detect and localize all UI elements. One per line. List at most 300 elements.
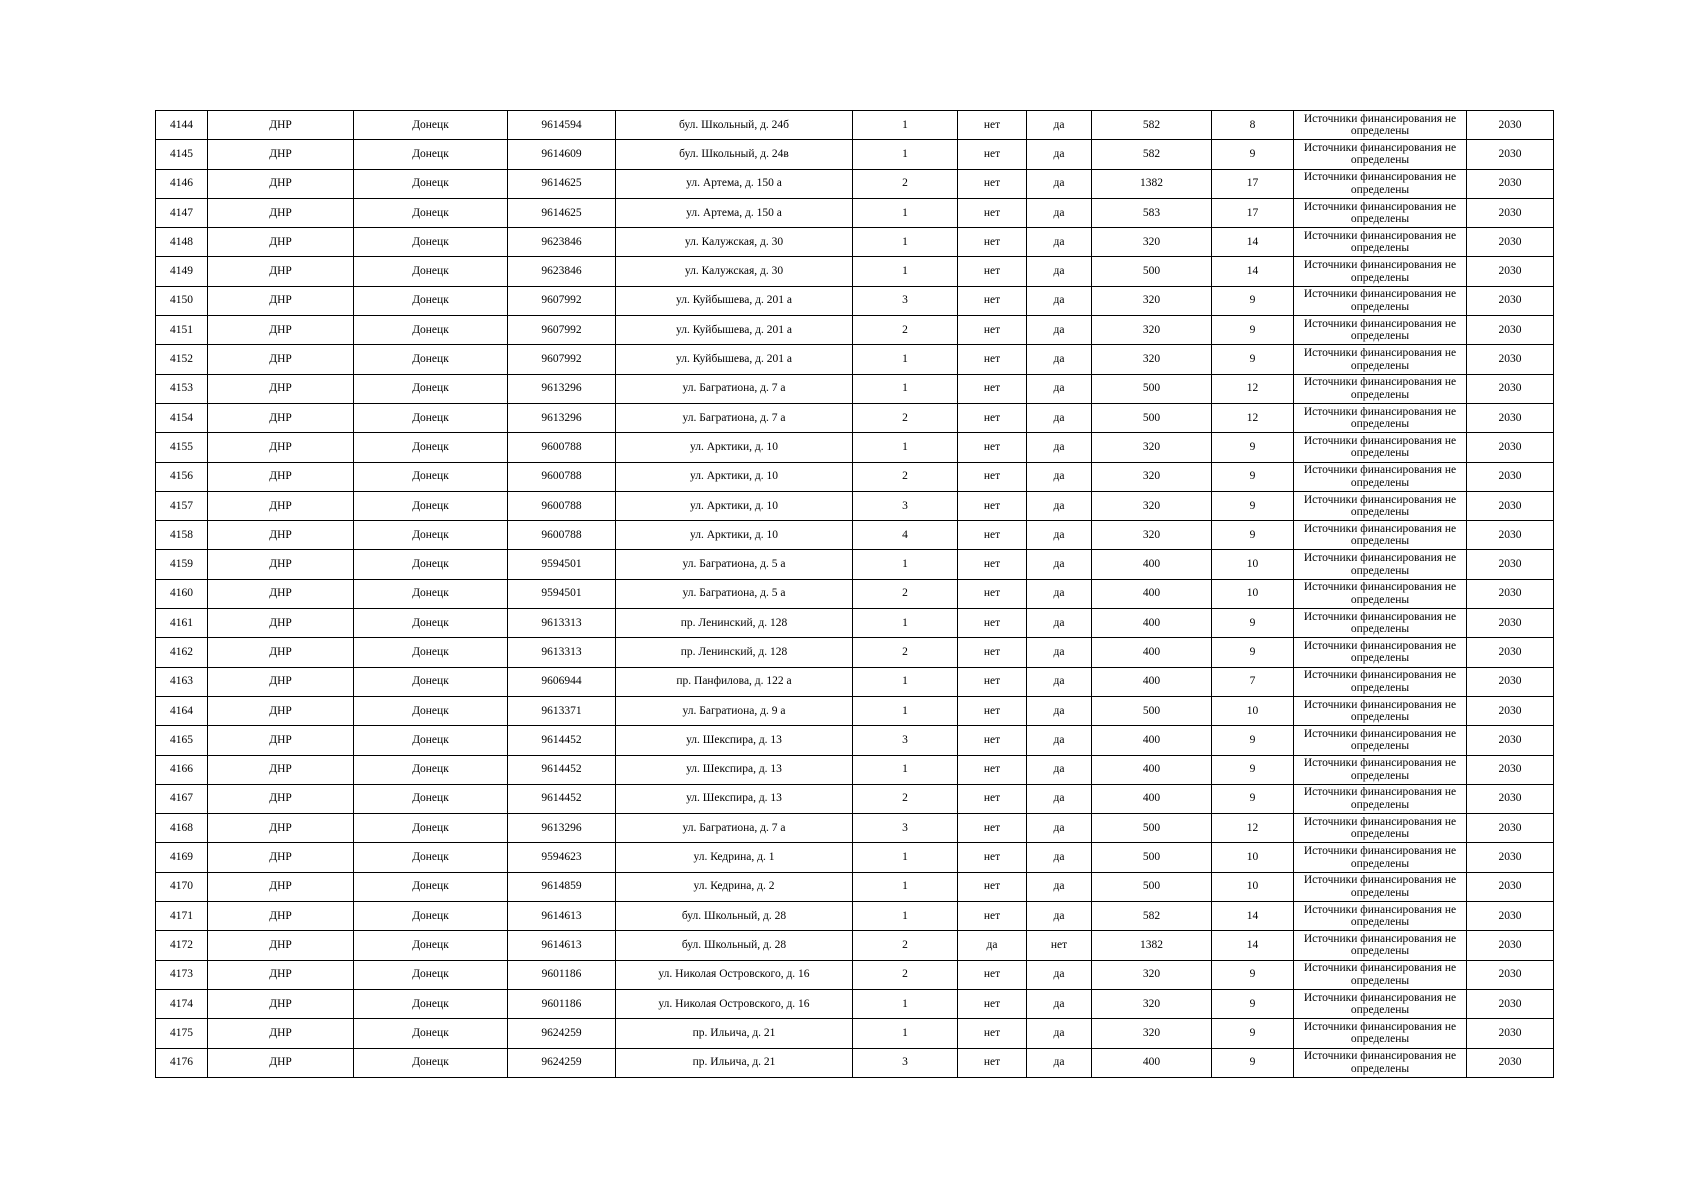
- cell-address: ул. Николая Островского, д. 16: [616, 989, 853, 1018]
- cell-entrance-count: 1: [853, 111, 958, 140]
- cell-flag-b: да: [1027, 638, 1092, 667]
- cell-floors: 9: [1212, 989, 1294, 1018]
- cell-row-number: 4172: [156, 931, 208, 960]
- cell-floors: 10: [1212, 696, 1294, 725]
- table-row: [156, 374, 1554, 403]
- cell-house-id: 9614594: [508, 111, 616, 140]
- cell-city: Донецк: [354, 696, 508, 725]
- cell-row-number: 4161: [156, 609, 208, 638]
- cell-year: 2030: [1467, 814, 1554, 843]
- cell-flag-b: да: [1027, 755, 1092, 784]
- cell-row-number: 4167: [156, 784, 208, 813]
- cell-region: ДНР: [208, 989, 354, 1018]
- table-row: [156, 521, 1554, 550]
- cell-house-id: 9614452: [508, 726, 616, 755]
- cell-floors: 7: [1212, 667, 1294, 696]
- table-row: [156, 609, 1554, 638]
- cell-house-id: 9613296: [508, 403, 616, 432]
- cell-flag-b: нет: [1027, 931, 1092, 960]
- cell-capacity: 583: [1092, 198, 1212, 227]
- cell-capacity: 400: [1092, 550, 1212, 579]
- cell-funding-source: Источники финансирования не определены: [1294, 814, 1467, 843]
- cell-house-id: 9614452: [508, 784, 616, 813]
- cell-flag-a: нет: [958, 403, 1027, 432]
- cell-floors: 9: [1212, 755, 1294, 784]
- cell-region: ДНР: [208, 111, 354, 140]
- cell-address: ул. Арктики, д. 10: [616, 491, 853, 520]
- cell-region: ДНР: [208, 579, 354, 608]
- cell-flag-b: да: [1027, 989, 1092, 1018]
- cell-year: 2030: [1467, 111, 1554, 140]
- cell-capacity: 500: [1092, 696, 1212, 725]
- cell-entrance-count: 2: [853, 931, 958, 960]
- cell-house-id: 9624259: [508, 1048, 616, 1077]
- cell-address: пр. Ильича, д. 21: [616, 1019, 853, 1048]
- cell-flag-a: нет: [958, 1048, 1027, 1077]
- cell-capacity: 400: [1092, 784, 1212, 813]
- table-row: [156, 872, 1554, 901]
- cell-city: Донецк: [354, 872, 508, 901]
- cell-row-number: 4176: [156, 1048, 208, 1077]
- cell-floors: 9: [1212, 1019, 1294, 1048]
- cell-flag-a: нет: [958, 433, 1027, 462]
- cell-floors: 9: [1212, 960, 1294, 989]
- cell-floors: 9: [1212, 286, 1294, 315]
- cell-city: Донецк: [354, 169, 508, 198]
- cell-address: ул. Куйбышева, д. 201 а: [616, 316, 853, 345]
- cell-city: Донецк: [354, 550, 508, 579]
- cell-entrance-count: 4: [853, 521, 958, 550]
- cell-address: ул. Багратиона, д. 9 а: [616, 696, 853, 725]
- cell-capacity: 400: [1092, 609, 1212, 638]
- cell-row-number: 4173: [156, 960, 208, 989]
- cell-funding-source: Источники финансирования не определены: [1294, 198, 1467, 227]
- cell-year: 2030: [1467, 433, 1554, 462]
- cell-flag-b: да: [1027, 872, 1092, 901]
- cell-city: Донецк: [354, 755, 508, 784]
- cell-flag-b: да: [1027, 667, 1092, 696]
- cell-city: Донецк: [354, 960, 508, 989]
- cell-funding-source: Источники финансирования не определены: [1294, 579, 1467, 608]
- cell-flag-b: да: [1027, 257, 1092, 286]
- cell-house-id: 9623846: [508, 257, 616, 286]
- table-row: [156, 403, 1554, 432]
- cell-flag-a: нет: [958, 550, 1027, 579]
- cell-entrance-count: 2: [853, 960, 958, 989]
- cell-row-number: 4165: [156, 726, 208, 755]
- cell-address: ул. Арктики, д. 10: [616, 521, 853, 550]
- cell-capacity: 320: [1092, 228, 1212, 257]
- cell-city: Донецк: [354, 609, 508, 638]
- table-row: [156, 843, 1554, 872]
- cell-city: Донецк: [354, 902, 508, 931]
- cell-year: 2030: [1467, 667, 1554, 696]
- cell-house-id: 9600788: [508, 491, 616, 520]
- cell-region: ДНР: [208, 198, 354, 227]
- cell-region: ДНР: [208, 140, 354, 169]
- cell-region: ДНР: [208, 696, 354, 725]
- table-row: [156, 579, 1554, 608]
- cell-house-id: 9614609: [508, 140, 616, 169]
- cell-funding-source: Источники финансирования не определены: [1294, 1019, 1467, 1048]
- cell-house-id: 9614625: [508, 169, 616, 198]
- cell-year: 2030: [1467, 345, 1554, 374]
- cell-funding-source: Источники финансирования не определены: [1294, 521, 1467, 550]
- cell-floors: 9: [1212, 609, 1294, 638]
- cell-flag-b: да: [1027, 843, 1092, 872]
- cell-year: 2030: [1467, 579, 1554, 608]
- table-row: [156, 228, 1554, 257]
- cell-row-number: 4144: [156, 111, 208, 140]
- cell-floors: 10: [1212, 579, 1294, 608]
- cell-region: ДНР: [208, 521, 354, 550]
- cell-flag-b: да: [1027, 902, 1092, 931]
- cell-region: ДНР: [208, 462, 354, 491]
- table-row: [156, 550, 1554, 579]
- cell-capacity: 400: [1092, 638, 1212, 667]
- cell-city: Донецк: [354, 462, 508, 491]
- cell-flag-a: нет: [958, 755, 1027, 784]
- cell-capacity: 582: [1092, 111, 1212, 140]
- cell-flag-b: да: [1027, 433, 1092, 462]
- cell-region: ДНР: [208, 1019, 354, 1048]
- cell-floors: 9: [1212, 784, 1294, 813]
- cell-entrance-count: 1: [853, 433, 958, 462]
- cell-year: 2030: [1467, 755, 1554, 784]
- cell-capacity: 320: [1092, 316, 1212, 345]
- cell-region: ДНР: [208, 902, 354, 931]
- cell-row-number: 4156: [156, 462, 208, 491]
- cell-address: ул. Кедрина, д. 1: [616, 843, 853, 872]
- cell-flag-b: да: [1027, 374, 1092, 403]
- cell-address: ул. Багратиона, д. 7 а: [616, 403, 853, 432]
- cell-address: ул. Калужская, д. 30: [616, 257, 853, 286]
- table-row: [156, 667, 1554, 696]
- cell-row-number: 4163: [156, 667, 208, 696]
- cell-entrance-count: 2: [853, 316, 958, 345]
- cell-entrance-count: 1: [853, 345, 958, 374]
- cell-row-number: 4150: [156, 286, 208, 315]
- cell-capacity: 320: [1092, 462, 1212, 491]
- cell-house-id: 9614613: [508, 931, 616, 960]
- cell-address: ул. Кедрина, д. 2: [616, 872, 853, 901]
- cell-entrance-count: 3: [853, 726, 958, 755]
- cell-flag-a: нет: [958, 609, 1027, 638]
- cell-flag-a: нет: [958, 140, 1027, 169]
- cell-floors: 9: [1212, 1048, 1294, 1077]
- cell-flag-b: да: [1027, 579, 1092, 608]
- cell-entrance-count: 3: [853, 491, 958, 520]
- cell-entrance-count: 1: [853, 667, 958, 696]
- table-row: [156, 111, 1554, 140]
- table-row: [156, 755, 1554, 784]
- cell-house-id: 9594501: [508, 550, 616, 579]
- cell-row-number: 4145: [156, 140, 208, 169]
- cell-flag-a: нет: [958, 345, 1027, 374]
- cell-row-number: 4160: [156, 579, 208, 608]
- cell-flag-a: нет: [958, 286, 1027, 315]
- cell-row-number: 4158: [156, 521, 208, 550]
- cell-house-id: 9606944: [508, 667, 616, 696]
- cell-capacity: 320: [1092, 286, 1212, 315]
- cell-address: ул. Арктики, д. 10: [616, 462, 853, 491]
- cell-year: 2030: [1467, 931, 1554, 960]
- cell-entrance-count: 2: [853, 784, 958, 813]
- cell-house-id: 9614625: [508, 198, 616, 227]
- cell-floors: 9: [1212, 316, 1294, 345]
- cell-entrance-count: 1: [853, 755, 958, 784]
- cell-row-number: 4171: [156, 902, 208, 931]
- cell-city: Донецк: [354, 784, 508, 813]
- table-row: [156, 989, 1554, 1018]
- cell-city: Донецк: [354, 726, 508, 755]
- cell-funding-source: Источники финансирования не определены: [1294, 433, 1467, 462]
- cell-flag-a: нет: [958, 726, 1027, 755]
- cell-entrance-count: 2: [853, 579, 958, 608]
- cell-house-id: 9613296: [508, 814, 616, 843]
- cell-flag-b: да: [1027, 726, 1092, 755]
- cell-city: Донецк: [354, 843, 508, 872]
- cell-flag-a: нет: [958, 667, 1027, 696]
- cell-floors: 17: [1212, 169, 1294, 198]
- cell-capacity: 320: [1092, 433, 1212, 462]
- cell-region: ДНР: [208, 403, 354, 432]
- cell-floors: 9: [1212, 638, 1294, 667]
- cell-funding-source: Источники финансирования не определены: [1294, 960, 1467, 989]
- cell-floors: 17: [1212, 198, 1294, 227]
- cell-year: 2030: [1467, 374, 1554, 403]
- cell-funding-source: Источники финансирования не определены: [1294, 316, 1467, 345]
- table-row: [156, 696, 1554, 725]
- cell-year: 2030: [1467, 843, 1554, 872]
- cell-floors: 9: [1212, 462, 1294, 491]
- cell-entrance-count: 1: [853, 843, 958, 872]
- cell-entrance-count: 1: [853, 550, 958, 579]
- cell-house-id: 9614613: [508, 902, 616, 931]
- cell-flag-b: да: [1027, 521, 1092, 550]
- table-row: [156, 931, 1554, 960]
- cell-flag-a: нет: [958, 960, 1027, 989]
- cell-address: ул. Багратиона, д. 7 а: [616, 374, 853, 403]
- cell-year: 2030: [1467, 726, 1554, 755]
- cell-region: ДНР: [208, 491, 354, 520]
- cell-row-number: 4164: [156, 696, 208, 725]
- cell-address: ул. Николая Островского, д. 16: [616, 960, 853, 989]
- cell-funding-source: Источники финансирования не определены: [1294, 403, 1467, 432]
- cell-year: 2030: [1467, 257, 1554, 286]
- cell-house-id: 9613313: [508, 609, 616, 638]
- cell-capacity: 400: [1092, 1048, 1212, 1077]
- cell-flag-b: да: [1027, 814, 1092, 843]
- cell-floors: 12: [1212, 374, 1294, 403]
- cell-region: ДНР: [208, 931, 354, 960]
- cell-funding-source: Источники финансирования не определены: [1294, 726, 1467, 755]
- cell-region: ДНР: [208, 784, 354, 813]
- cell-city: Донецк: [354, 433, 508, 462]
- table-row: [156, 960, 1554, 989]
- cell-region: ДНР: [208, 814, 354, 843]
- cell-entrance-count: 1: [853, 140, 958, 169]
- cell-year: 2030: [1467, 169, 1554, 198]
- cell-capacity: 500: [1092, 374, 1212, 403]
- cell-city: Донецк: [354, 638, 508, 667]
- cell-year: 2030: [1467, 609, 1554, 638]
- cell-year: 2030: [1467, 228, 1554, 257]
- cell-flag-b: да: [1027, 286, 1092, 315]
- cell-year: 2030: [1467, 491, 1554, 520]
- table-row: [156, 491, 1554, 520]
- table-row: [156, 286, 1554, 315]
- cell-funding-source: Источники финансирования не определены: [1294, 462, 1467, 491]
- cell-house-id: 9613371: [508, 696, 616, 725]
- cell-flag-a: нет: [958, 491, 1027, 520]
- cell-floors: 9: [1212, 345, 1294, 374]
- cell-address: ул. Артема, д. 150 а: [616, 198, 853, 227]
- cell-row-number: 4174: [156, 989, 208, 1018]
- cell-row-number: 4159: [156, 550, 208, 579]
- cell-flag-b: да: [1027, 169, 1092, 198]
- cell-flag-a: нет: [958, 521, 1027, 550]
- cell-year: 2030: [1467, 316, 1554, 345]
- cell-floors: 10: [1212, 550, 1294, 579]
- cell-floors: 12: [1212, 814, 1294, 843]
- cell-region: ДНР: [208, 345, 354, 374]
- cell-region: ДНР: [208, 843, 354, 872]
- cell-city: Донецк: [354, 286, 508, 315]
- cell-year: 2030: [1467, 550, 1554, 579]
- cell-entrance-count: 2: [853, 169, 958, 198]
- cell-flag-a: нет: [958, 198, 1027, 227]
- cell-city: Донецк: [354, 667, 508, 696]
- cell-address: ул. Арктики, д. 10: [616, 433, 853, 462]
- cell-flag-b: да: [1027, 403, 1092, 432]
- cell-row-number: 4175: [156, 1019, 208, 1048]
- cell-house-id: 9607992: [508, 345, 616, 374]
- cell-year: 2030: [1467, 902, 1554, 931]
- cell-flag-b: да: [1027, 1019, 1092, 1048]
- cell-flag-a: нет: [958, 872, 1027, 901]
- table-row: [156, 140, 1554, 169]
- cell-row-number: 4157: [156, 491, 208, 520]
- cell-address: пр. Панфилова, д. 122 а: [616, 667, 853, 696]
- cell-city: Донецк: [354, 579, 508, 608]
- cell-funding-source: Источники финансирования не определены: [1294, 667, 1467, 696]
- cell-capacity: 500: [1092, 257, 1212, 286]
- cell-entrance-count: 1: [853, 198, 958, 227]
- cell-region: ДНР: [208, 169, 354, 198]
- cell-capacity: 320: [1092, 491, 1212, 520]
- cell-entrance-count: 3: [853, 814, 958, 843]
- cell-funding-source: Источники финансирования не определены: [1294, 228, 1467, 257]
- cell-floors: 9: [1212, 433, 1294, 462]
- cell-capacity: 400: [1092, 667, 1212, 696]
- cell-address: бул. Школьный, д. 28: [616, 902, 853, 931]
- cell-flag-a: нет: [958, 784, 1027, 813]
- cell-address: ул. Багратиона, д. 5 а: [616, 550, 853, 579]
- cell-year: 2030: [1467, 462, 1554, 491]
- cell-funding-source: Источники финансирования не определены: [1294, 696, 1467, 725]
- cell-funding-source: Источники финансирования не определены: [1294, 345, 1467, 374]
- cell-funding-source: Источники финансирования не определены: [1294, 989, 1467, 1018]
- cell-region: ДНР: [208, 960, 354, 989]
- cell-address: ул. Калужская, д. 30: [616, 228, 853, 257]
- cell-flag-a: нет: [958, 169, 1027, 198]
- cell-flag-a: нет: [958, 902, 1027, 931]
- cell-funding-source: Источники финансирования не определены: [1294, 609, 1467, 638]
- cell-year: 2030: [1467, 286, 1554, 315]
- cell-city: Донецк: [354, 228, 508, 257]
- cell-house-id: 9600788: [508, 521, 616, 550]
- cell-entrance-count: 1: [853, 228, 958, 257]
- cell-capacity: 1382: [1092, 169, 1212, 198]
- cell-row-number: 4169: [156, 843, 208, 872]
- table-row: [156, 316, 1554, 345]
- cell-flag-a: нет: [958, 843, 1027, 872]
- cell-row-number: 4152: [156, 345, 208, 374]
- cell-address: пр. Ленинский, д. 128: [616, 638, 853, 667]
- cell-city: Донецк: [354, 814, 508, 843]
- cell-region: ДНР: [208, 1048, 354, 1077]
- table-row: [156, 462, 1554, 491]
- cell-entrance-count: 3: [853, 286, 958, 315]
- cell-year: 2030: [1467, 1019, 1554, 1048]
- cell-region: ДНР: [208, 872, 354, 901]
- cell-capacity: 1382: [1092, 931, 1212, 960]
- cell-row-number: 4154: [156, 403, 208, 432]
- cell-floors: 10: [1212, 872, 1294, 901]
- cell-entrance-count: 1: [853, 989, 958, 1018]
- cell-flag-b: да: [1027, 784, 1092, 813]
- cell-flag-b: да: [1027, 960, 1092, 989]
- cell-city: Донецк: [354, 1019, 508, 1048]
- cell-entrance-count: 2: [853, 403, 958, 432]
- cell-capacity: 400: [1092, 755, 1212, 784]
- cell-flag-b: да: [1027, 228, 1092, 257]
- cell-flag-b: да: [1027, 198, 1092, 227]
- cell-address: ул. Шекспира, д. 13: [616, 755, 853, 784]
- cell-floors: 14: [1212, 257, 1294, 286]
- cell-region: ДНР: [208, 433, 354, 462]
- cell-capacity: 500: [1092, 814, 1212, 843]
- cell-address: ул. Багратиона, д. 7 а: [616, 814, 853, 843]
- cell-city: Донецк: [354, 491, 508, 520]
- cell-house-id: 9607992: [508, 286, 616, 315]
- cell-address: ул. Шекспира, д. 13: [616, 784, 853, 813]
- cell-funding-source: Источники финансирования не определены: [1294, 111, 1467, 140]
- cell-entrance-count: 1: [853, 609, 958, 638]
- cell-year: 2030: [1467, 198, 1554, 227]
- cell-row-number: 4168: [156, 814, 208, 843]
- cell-funding-source: Источники финансирования не определены: [1294, 491, 1467, 520]
- cell-flag-a: нет: [958, 462, 1027, 491]
- cell-capacity: 582: [1092, 902, 1212, 931]
- cell-flag-b: да: [1027, 1048, 1092, 1077]
- cell-region: ДНР: [208, 228, 354, 257]
- cell-flag-a: нет: [958, 316, 1027, 345]
- cell-funding-source: Источники финансирования не определены: [1294, 784, 1467, 813]
- table-row: [156, 257, 1554, 286]
- table-row: [156, 784, 1554, 813]
- cell-year: 2030: [1467, 521, 1554, 550]
- cell-address: бул. Школьный, д. 24в: [616, 140, 853, 169]
- cell-region: ДНР: [208, 316, 354, 345]
- cell-address: пр. Ильича, д. 21: [616, 1048, 853, 1077]
- cell-capacity: 320: [1092, 521, 1212, 550]
- cell-funding-source: Источники финансирования не определены: [1294, 931, 1467, 960]
- cell-capacity: 320: [1092, 960, 1212, 989]
- cell-funding-source: Источники финансирования не определены: [1294, 902, 1467, 931]
- cell-flag-a: нет: [958, 696, 1027, 725]
